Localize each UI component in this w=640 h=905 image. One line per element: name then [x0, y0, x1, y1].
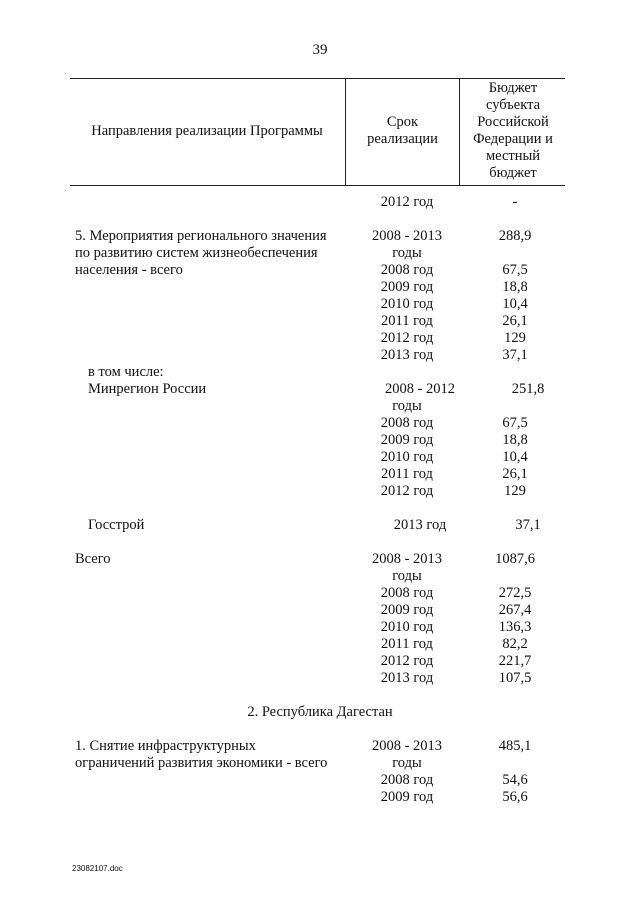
- table-row: [0, 585, 640, 602]
- row-spacer: [0, 534, 640, 551]
- table-row: [0, 364, 640, 381]
- table-row: [0, 330, 640, 347]
- budget-cell: 67,5: [502, 262, 528, 278]
- table-row: [0, 738, 640, 755]
- table-row: [0, 194, 640, 211]
- budget-cell: -: [512, 194, 518, 210]
- table-row: [0, 398, 640, 415]
- period-cell: 2009 год: [380, 279, 434, 295]
- table-row: [0, 228, 640, 245]
- table-row: [0, 296, 640, 313]
- period-cell: 2011 год: [381, 466, 433, 482]
- row-spacer: [0, 211, 640, 228]
- table-row: [0, 670, 640, 687]
- header-period-line: реализации: [367, 131, 438, 147]
- table-row: [0, 568, 640, 585]
- budget-cell: 54,6: [502, 772, 528, 788]
- table-row: [0, 602, 640, 619]
- budget-cell: 10,4: [502, 296, 528, 312]
- table-row: [0, 347, 640, 364]
- row-spacer: [0, 721, 640, 738]
- budget-cell: 26,1: [502, 466, 528, 482]
- budget-cell: 82,2: [502, 636, 528, 652]
- period-cell: 2009 год: [380, 789, 434, 805]
- period-cell: 2008 - 2013: [371, 738, 443, 754]
- budget-cell: 129: [504, 330, 526, 346]
- header-budget-line: Федерации и: [473, 131, 553, 147]
- direction-cell: населения - всего: [75, 262, 183, 278]
- budget-cell: 56,6: [502, 789, 528, 805]
- budget-cell: 267,4: [498, 602, 532, 618]
- period-cell: 2010 год: [380, 296, 434, 312]
- period-cell: 2013 год: [380, 670, 434, 686]
- period-cell: 2009 год: [380, 602, 434, 618]
- period-cell: 2010 год: [380, 619, 434, 635]
- period-cell: 2008 год: [380, 262, 434, 278]
- direction-cell: Минрегион России: [88, 381, 207, 397]
- budget-cell: 67,5: [502, 415, 528, 431]
- table-row: [0, 789, 640, 806]
- budget-cell: 288,9: [498, 228, 532, 244]
- row-spacer: [0, 500, 640, 517]
- period-cell: 2008 год: [380, 585, 434, 601]
- header-budget-line: Бюджет: [488, 80, 538, 96]
- budget-cell: 37,1: [515, 517, 541, 533]
- budget-cell: 10,4: [502, 449, 528, 465]
- table-row: [0, 279, 640, 296]
- table-row: [0, 313, 640, 330]
- period-cell: годы: [392, 568, 422, 584]
- direction-cell: по развитию систем жизнеобеспечения: [75, 245, 318, 261]
- period-cell: 2011 год: [381, 636, 433, 652]
- direction-cell: 5. Мероприятия регионального значения: [75, 228, 327, 244]
- row-spacer: [0, 687, 640, 704]
- budget-cell: 251,8: [511, 381, 545, 397]
- direction-cell: ограничений развития экономики - всего: [75, 755, 328, 771]
- period-cell: 2008 год: [380, 415, 434, 431]
- budget-cell: 129: [504, 483, 526, 499]
- header-direction: Направления реализации Программы: [91, 123, 323, 139]
- table-row: [0, 551, 640, 568]
- section-heading: 2. Республика Дагестан: [247, 704, 393, 720]
- budget-cell: 18,8: [502, 432, 528, 448]
- direction-cell: Всего: [75, 551, 111, 567]
- period-cell: 2012 год: [380, 483, 434, 499]
- period-cell: 2008 - 2013: [371, 551, 443, 567]
- table-row: [0, 653, 640, 670]
- period-cell: годы: [392, 755, 422, 771]
- table-row: [0, 483, 640, 500]
- table-row: [0, 449, 640, 466]
- period-cell: 2008 - 2013: [371, 228, 443, 244]
- header-budget-line: Российской: [477, 114, 549, 130]
- table-row: [0, 381, 640, 398]
- table-row: [0, 432, 640, 449]
- table-row: [0, 772, 640, 789]
- budget-cell: 485,1: [498, 738, 532, 754]
- direction-cell: 1. Снятие инфраструктурных: [75, 738, 256, 754]
- budget-cell: 18,8: [502, 279, 528, 295]
- period-cell: 2010 год: [380, 449, 434, 465]
- table-row: [0, 636, 640, 653]
- period-cell: 2012 год: [380, 653, 434, 669]
- period-cell: 2008 год: [380, 772, 434, 788]
- period-cell: 2013 год: [380, 347, 434, 363]
- budget-cell: 107,5: [498, 670, 532, 686]
- column-divider-1: [345, 78, 346, 185]
- period-cell: 2013 год: [393, 517, 447, 533]
- budget-cell: 272,5: [498, 585, 532, 601]
- table-row: [0, 517, 640, 534]
- header-period-line: Срок: [386, 114, 419, 130]
- table-body: [0, 194, 640, 806]
- table-row: [0, 245, 640, 262]
- period-cell: 2008 - 2012: [384, 381, 456, 397]
- budget-cell: 37,1: [502, 347, 528, 363]
- period-cell: 2012 год: [380, 330, 434, 346]
- header-period: [347, 114, 458, 148]
- table-header-bottom-border: [70, 185, 565, 186]
- header-budget: [461, 80, 565, 182]
- budget-cell: 26,1: [502, 313, 528, 329]
- table-row: [0, 755, 640, 772]
- header-budget-line: местный: [485, 148, 540, 164]
- table-top-border: [70, 78, 565, 79]
- period-cell: годы: [392, 398, 422, 414]
- table-row: [0, 415, 640, 432]
- table-row: [0, 619, 640, 636]
- header-budget-line: бюджет: [489, 165, 537, 181]
- table-row: [0, 466, 640, 483]
- period-cell: 2009 год: [380, 432, 434, 448]
- page-number: 39: [312, 42, 328, 58]
- budget-cell: 221,7: [498, 653, 532, 669]
- period-cell: годы: [392, 245, 422, 261]
- table-row: [0, 262, 640, 279]
- budget-cell: 1087,6: [495, 551, 535, 567]
- period-cell: 2012 год: [380, 194, 434, 210]
- file-name-footer: 23082107.doc: [72, 864, 123, 873]
- period-cell: 2011 год: [381, 313, 433, 329]
- direction-cell: в том числе:: [88, 364, 164, 380]
- budget-cell: 136,3: [498, 619, 532, 635]
- column-divider-2: [459, 78, 460, 185]
- header-budget-line: субъекта: [485, 97, 541, 113]
- direction-cell: Госстрой: [88, 517, 145, 533]
